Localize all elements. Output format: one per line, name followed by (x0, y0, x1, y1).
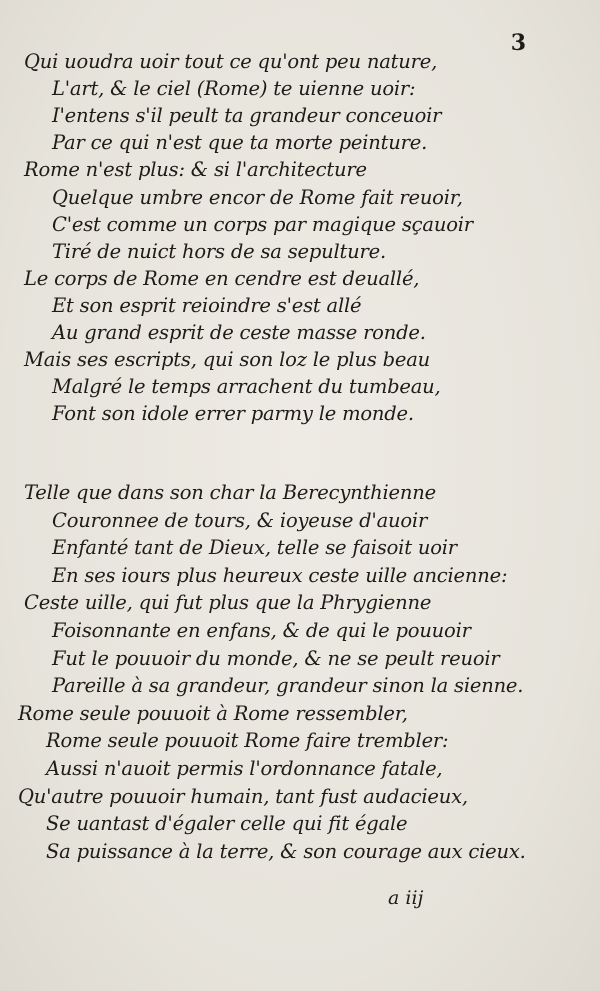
sonnet-1-line-13: Malgré le temps arrachent du tumbeau, (52, 375, 441, 399)
page-number: 3 (510, 30, 526, 56)
signature-mark: a iij (388, 887, 424, 909)
sonnet-2-line-5: Ceste uille, qui fut plus que la Phrygienne (24, 591, 432, 615)
sonnet-2-line-12: Qu'autre pouuoir humain, tant fust audacieux, (18, 784, 468, 808)
sonnet-2-line-13: Se uantast d'égaler celle qui fit égale (46, 812, 408, 836)
sonnet-1-line-5: Rome n'est plus: & si l'architecture (24, 158, 367, 182)
sonnet-1-line-8: Tiré de nuict hors de sa sepulture. (52, 239, 386, 263)
sonnet-1-line-12: Mais ses escripts, qui son loz le plus beau (24, 348, 431, 372)
sonnet-2-line-7: Fut le pouuoir du monde, & ne se peult reuoir (52, 646, 500, 670)
sonnet-2-line-10: Rome seule pouuoit Rome faire trembler: (46, 729, 449, 753)
sonnet-1-line-10: Et son esprit reioindre s'est allé (52, 293, 362, 317)
sonnet-1-line-4: Par ce qui n'est que ta morte peinture. (52, 131, 428, 155)
sonnet-2-line-9: Rome seule pouuoit à Rome ressembler, (18, 701, 408, 725)
sonnet-2-line-4: En ses iours plus heureux ceste uille ancienne: (52, 563, 508, 587)
sonnet-1-line-2: L'art, & le ciel (Rome) te uienne uoir: (52, 77, 416, 101)
sonnet-1-line-9: Le corps de Rome en cendre est deuallé, (24, 266, 420, 290)
sonnet-2-line-6: Foisonnante en enfans, & de qui le pouuoir (52, 619, 471, 642)
sonnet-2-line-11: Aussi n'auoit permis l'ordonnance fatale, (46, 757, 443, 780)
sonnet-2-line-2: Couronnee de tours, & ioyeuse d'auoir (52, 508, 428, 532)
sonnet-2-line-1: Telle que dans son char la Berecynthienne (24, 481, 436, 504)
sonnet-1-line-1: Qui uoudra uoir tout ce qu'ont peu nature, (24, 50, 438, 73)
sonnet-2-line-8: Pareille à sa grandeur, grandeur sinon la sienne. (52, 674, 524, 698)
sonnet-1-line-11: Au grand esprit de ceste masse ronde. (52, 321, 426, 344)
sonnet-1-line-3: I'entens s'il peult ta grandeur conceuoir (52, 104, 442, 128)
sonnet-1-line-7: C'est comme un corps par magique sçauoir (52, 212, 473, 236)
sonnet-2-line-14: Sa puissance à la terre, & son courage aux cieux. (46, 839, 526, 863)
sonnet-1-line-6: Quelque umbre encor de Rome fait reuoir, (52, 185, 463, 209)
sonnet-1-line-14: Font son idole errer parmy le monde. (52, 402, 414, 426)
sonnet-2-line-3: Enfanté tant de Dieux, telle se faisoit uoir (52, 536, 457, 560)
